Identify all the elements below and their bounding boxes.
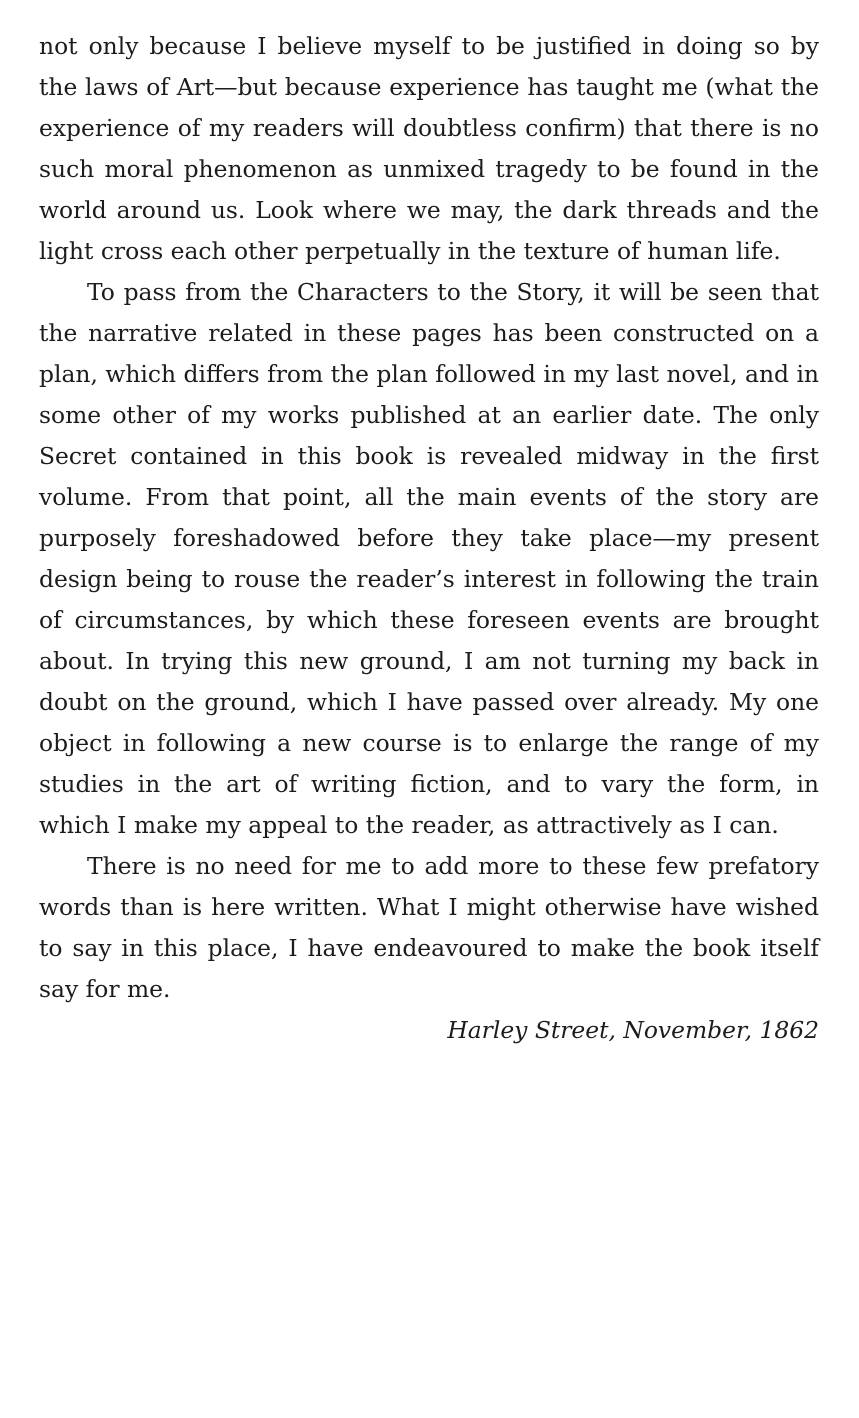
paragraph-continuation: not only because I believe myself to be justified in doing so by the laws of Art—but because experience has taught me (what the experience of my readers will doubtless confirm) that there is no such moral phenomenon as unmixed tragedy to be found in the world around us. Look where we may, the dark threads and the light cross each other perpetually in the texture of human life. [39,32,819,265]
preface-text-block [39,26,819,1051]
paragraph-characters-to-story: To pass from the Characters to the Story, it will be seen that the narrative related in these pages has been constructed on a plan, which differs from the plan followed in my last novel, and in some other of my works published at an earlier date. The only Secret contained in this book is revealed midway in the first volume. From that point, all the main events of the story are purposely foreshadowed before they take place—my present design being to rouse the reader’s interest in following the train of circumstances, by which these foreseen events are brought about. In trying this new ground, I am not turning my back in doubt on the ground, which I have passed over already. My one object in following a new course is to enlarge the range of my studies in the art of writing fiction, and to vary the form, in which I make my appeal to the reader, as attractively as I can. [39,278,819,839]
signature-place-date: Harley Street, November, 1862 [447,1016,819,1044]
paragraph-closing: There is no need for me to add more to these few prefatory words than is here written. What I might otherwise have wished to say in this place, I have endeavoured to make the book itself say for me. [39,852,819,1003]
